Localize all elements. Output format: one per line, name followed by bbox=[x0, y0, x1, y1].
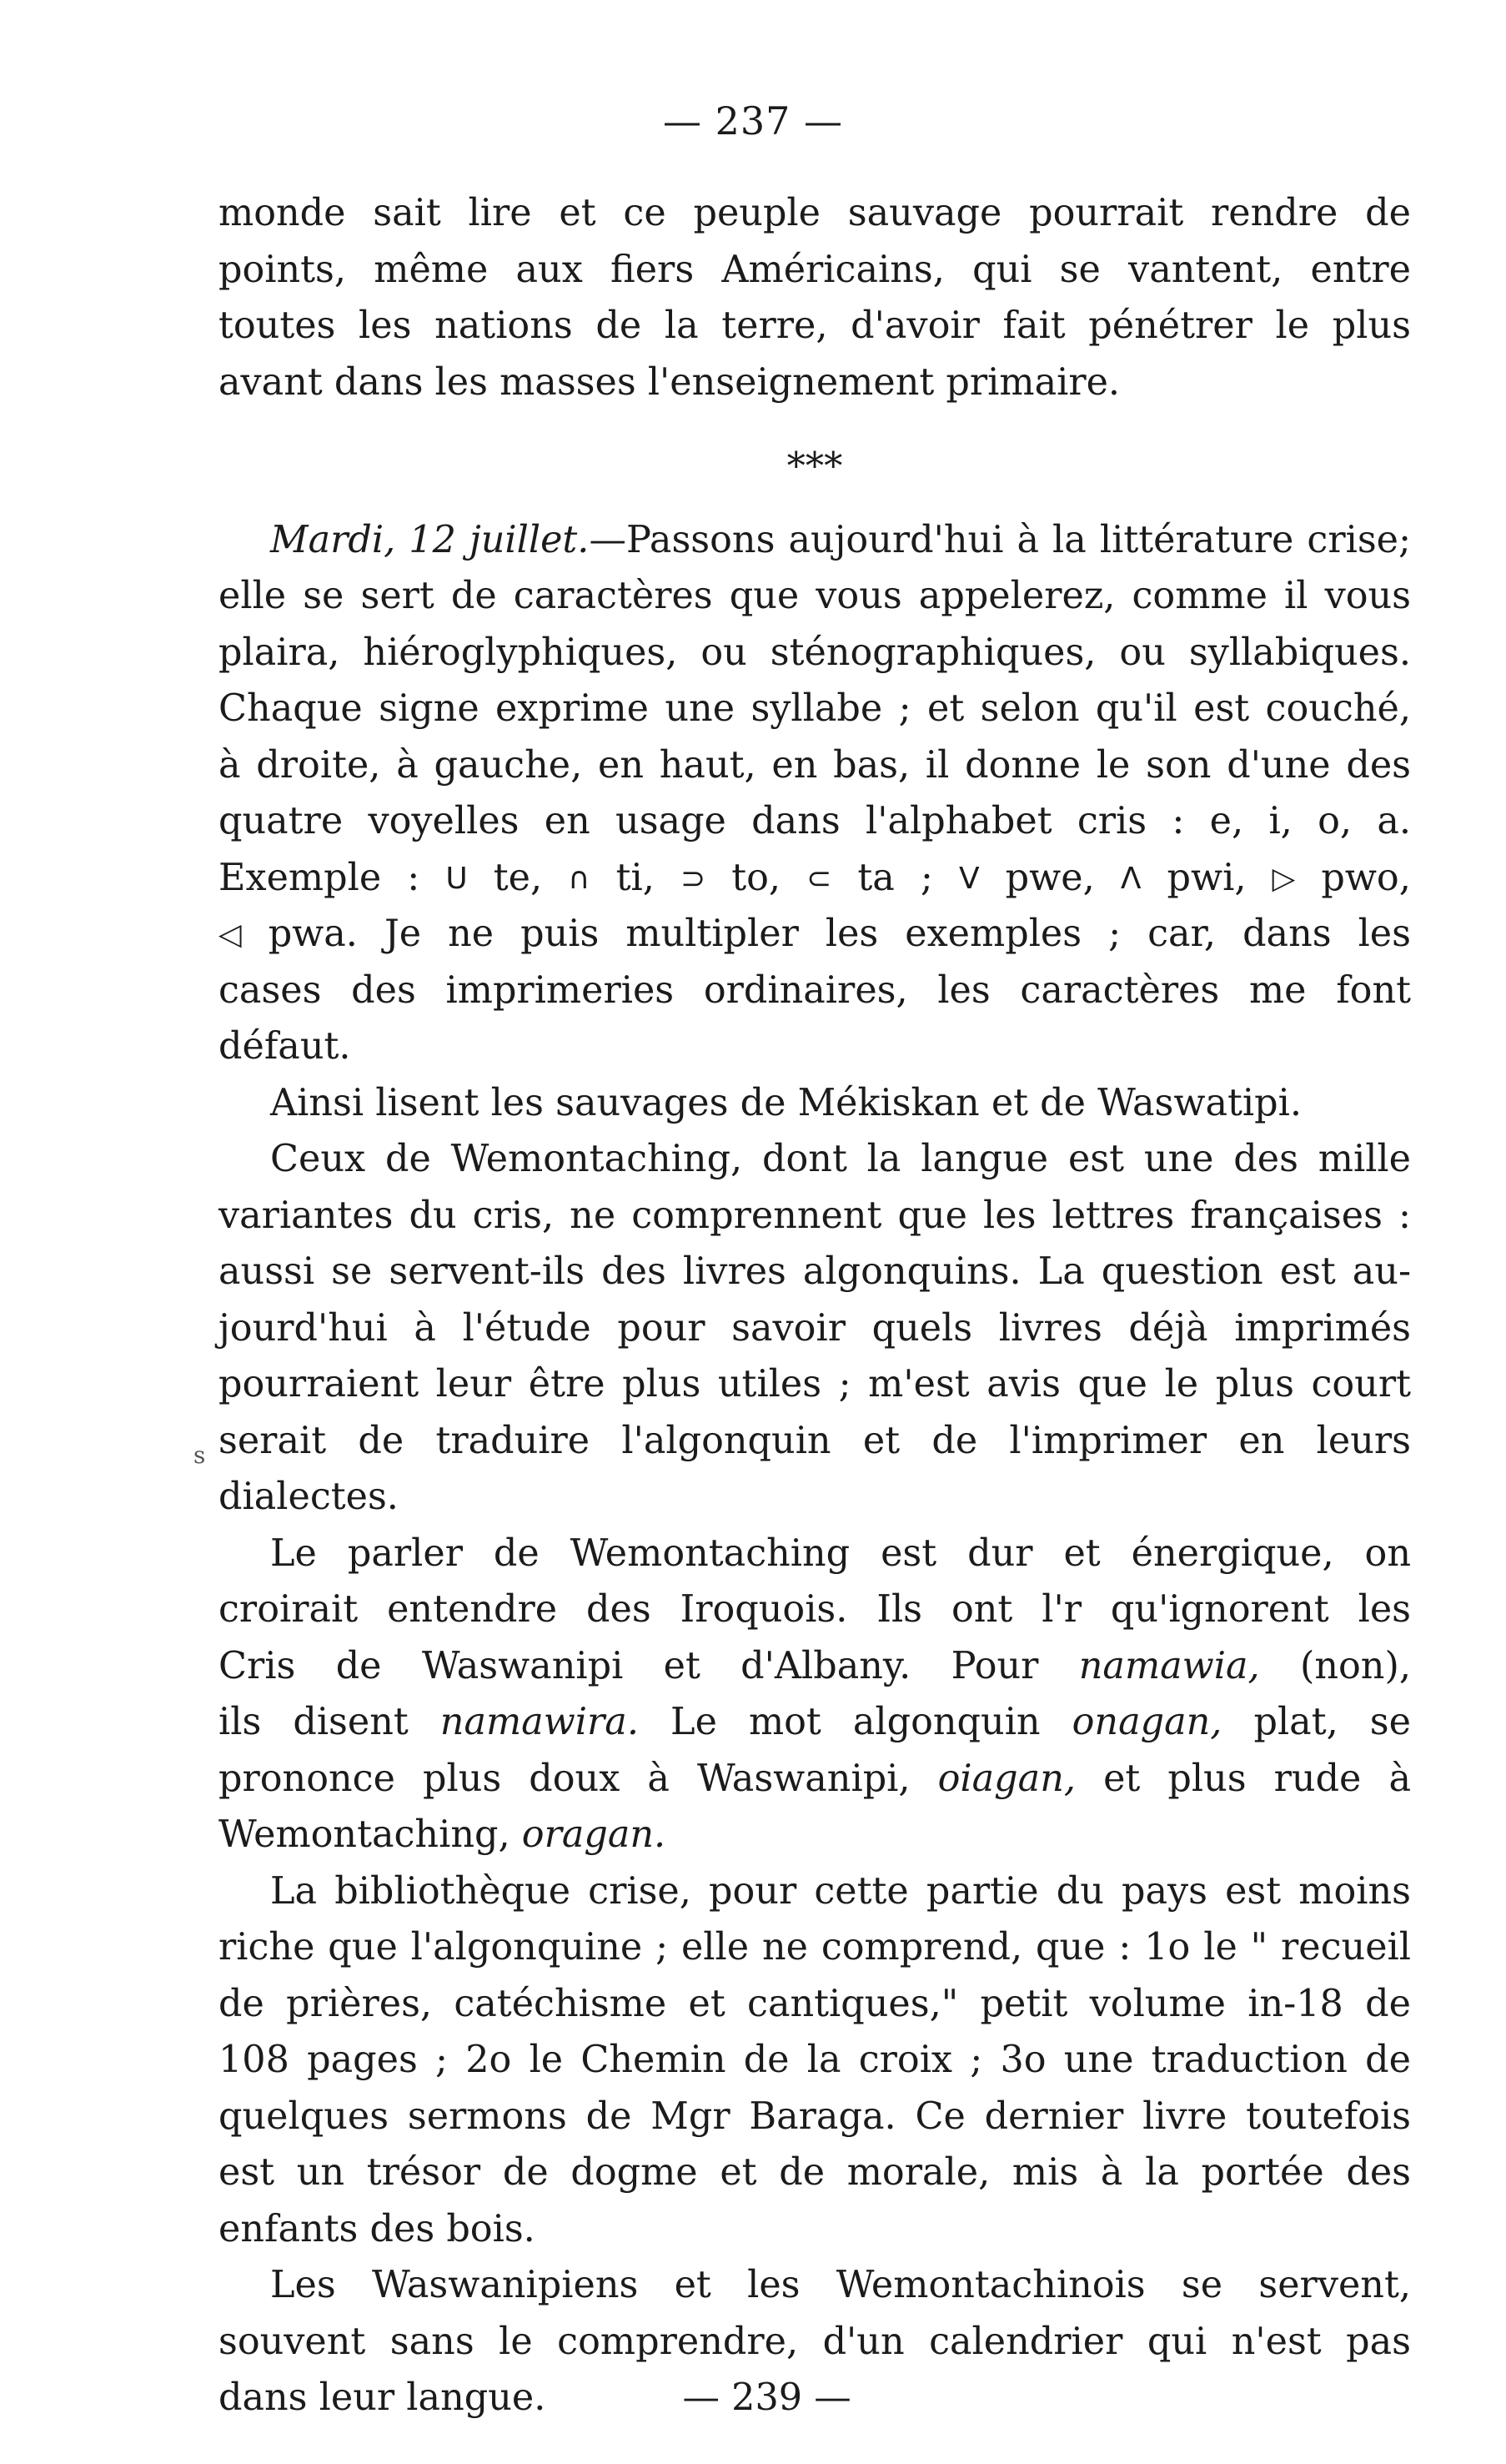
text-line: est un trésor de dogme et de morale, mis à la portée des bbox=[218, 2151, 1411, 2194]
text-segment: Cris de Waswanipi et d'Albany. Pour bbox=[218, 1644, 1039, 1687]
cree-word: namawia, bbox=[1078, 1644, 1260, 1687]
text-line bbox=[218, 1751, 1411, 1808]
syllabic-glyph: Λ bbox=[1120, 861, 1142, 896]
text-line: Le parler de Wemontaching est dur et énergique, on bbox=[270, 1531, 1411, 1575]
text-line: pourraient leur être plus utiles ; m'est avis que le plus court bbox=[218, 1363, 1411, 1405]
text-line: La bibliothèque crise, pour cette partie du pays est moins bbox=[270, 1869, 1411, 1913]
syllabic-glyph: ∩ bbox=[568, 861, 590, 896]
text-line: plaira, hiéroglyphiques, ou sténographiques, ou syllabiques. bbox=[218, 631, 1411, 674]
text-line: toutes les nations de la terre, d'avoir fait pénétrer le plus bbox=[218, 304, 1411, 347]
text-line: cases des imprimeries ordinaires, les caractères me font bbox=[218, 968, 1411, 1012]
text-segment: ils disent bbox=[218, 1701, 409, 1743]
text-segment: prononce plus doux à Waswanipi, bbox=[218, 1757, 911, 1800]
text-line: avant dans les masses l'enseignement primaire. bbox=[218, 360, 1121, 404]
syllabic-glyph: V bbox=[958, 861, 980, 896]
text-line bbox=[218, 2370, 1411, 2426]
text-line: serait de traduire l'algonquin et de l'imprimer en leurs bbox=[218, 1419, 1411, 1462]
section-separator: *** bbox=[786, 445, 843, 488]
text-line: enfants des bois. bbox=[218, 2207, 535, 2250]
text-line: Ainsi lisent les sauvages de Mékiskan et de Waswatipi. bbox=[270, 1081, 1302, 1124]
text-segment: —Passons aujourd'hui à la littérature crise; bbox=[589, 518, 1412, 561]
algonquin-word: onagan, bbox=[1072, 1701, 1222, 1743]
text-line: Chaque signe exprime une syllabe ; et selon qu'il est couché, bbox=[218, 687, 1411, 730]
text-segment: Je ne puis multipler les exemples ; car, dans les bbox=[384, 913, 1411, 955]
text-line: Ceux de Wemontaching, dont la langue est une des mille bbox=[270, 1138, 1411, 1180]
text-line: défaut. bbox=[218, 1025, 351, 1068]
syllable-value: pwa. bbox=[268, 913, 358, 955]
margin-mark: s bbox=[193, 1441, 206, 1469]
text-line: quelques sermons de Mgr Baraga. Ce dernier livre toutefois bbox=[218, 2094, 1411, 2138]
syllable-value: pwo, bbox=[1321, 856, 1411, 899]
text-line: croirait entendre des Iroquois. Ils ont l'r qu'ignorent les bbox=[218, 1588, 1411, 1631]
text-line: dialectes. bbox=[218, 1476, 399, 1518]
page-number: — 237 — bbox=[662, 98, 844, 143]
syllable-value: ti, bbox=[615, 856, 655, 899]
text-line: elle se sert de caractères que vous appelerez, comme il vous bbox=[218, 575, 1411, 617]
text-line: 108 pages ; 2o le Chemin de la croix ; 3o une traduction de bbox=[218, 2039, 1411, 2081]
cree-word: namawira. bbox=[439, 1701, 639, 1743]
syllabics-example-line bbox=[218, 850, 1411, 907]
syllabic-glyph: ⊂ bbox=[806, 861, 832, 896]
example-label: Exemple : bbox=[218, 856, 420, 899]
text-line: riche que l'algonquine ; elle ne comprend, que : 1o le " recueil bbox=[218, 1926, 1411, 1969]
syllabic-glyph: ▷ bbox=[1272, 861, 1296, 896]
syllabic-glyph: ◁ bbox=[218, 918, 242, 952]
page-body bbox=[218, 185, 1411, 2426]
text-line: quatre voyelles en usage dans l'alphabet cris : e, i, o, a. bbox=[218, 800, 1411, 842]
text-line: à droite, à gauche, en haut, en bas, il donne le son d'une des bbox=[218, 743, 1411, 787]
text-segment: et plus rude à bbox=[1103, 1757, 1411, 1800]
text-line bbox=[218, 512, 1411, 569]
text-segment: Le mot algonquin bbox=[670, 1701, 1041, 1743]
cree-word: oiagan, bbox=[937, 1757, 1077, 1800]
text-segment: dans leur langue. bbox=[218, 2376, 546, 2419]
text-line: aussi se servent-ils des livres algonquins. La question est au- bbox=[218, 1250, 1411, 1293]
text-line: monde sait lire et ce peuple sauvage pourrait rendre de bbox=[218, 192, 1411, 234]
footer-page-number: — 239 — bbox=[682, 2376, 851, 2419]
text-segment: plat, se bbox=[1253, 1701, 1411, 1743]
text-line: souvent sans le comprendre, d'un calendrier qui n'est pas bbox=[218, 2320, 1411, 2363]
text-line: variantes du cris, ne comprennent que les lettres françaises : bbox=[218, 1194, 1411, 1237]
text-line bbox=[218, 1807, 1411, 1863]
text-line bbox=[218, 906, 1411, 963]
syllable-value: pwi, bbox=[1167, 856, 1247, 899]
text-line: Les Waswanipiens et les Wemontachinois se servent, bbox=[270, 2264, 1411, 2306]
syllabic-glyph: ⊃ bbox=[680, 861, 706, 896]
text-line bbox=[218, 1638, 1411, 1695]
text-line: de prières, catéchisme et cantiques," petit volume in-18 de bbox=[218, 1982, 1411, 2025]
syllable-value: to, bbox=[731, 856, 781, 899]
cree-word: oragan. bbox=[521, 1813, 666, 1856]
syllable-value: ta ; bbox=[857, 856, 933, 899]
text-line bbox=[218, 1694, 1411, 1751]
syllabic-glyph: U bbox=[445, 861, 468, 896]
date-heading: Mardi, 12 juillet. bbox=[270, 518, 590, 561]
syllable-value: te, bbox=[493, 856, 543, 899]
text-line: points, même aux fiers Américains, qui se vantent, entre bbox=[218, 248, 1411, 291]
text-line: jourd'hui à l'étude pour savoir quels livres déjà imprimés bbox=[218, 1306, 1411, 1350]
text-segment: (non), bbox=[1300, 1644, 1411, 1687]
text-segment: Wemontaching, bbox=[218, 1813, 510, 1856]
syllable-value: pwe, bbox=[1005, 856, 1095, 899]
